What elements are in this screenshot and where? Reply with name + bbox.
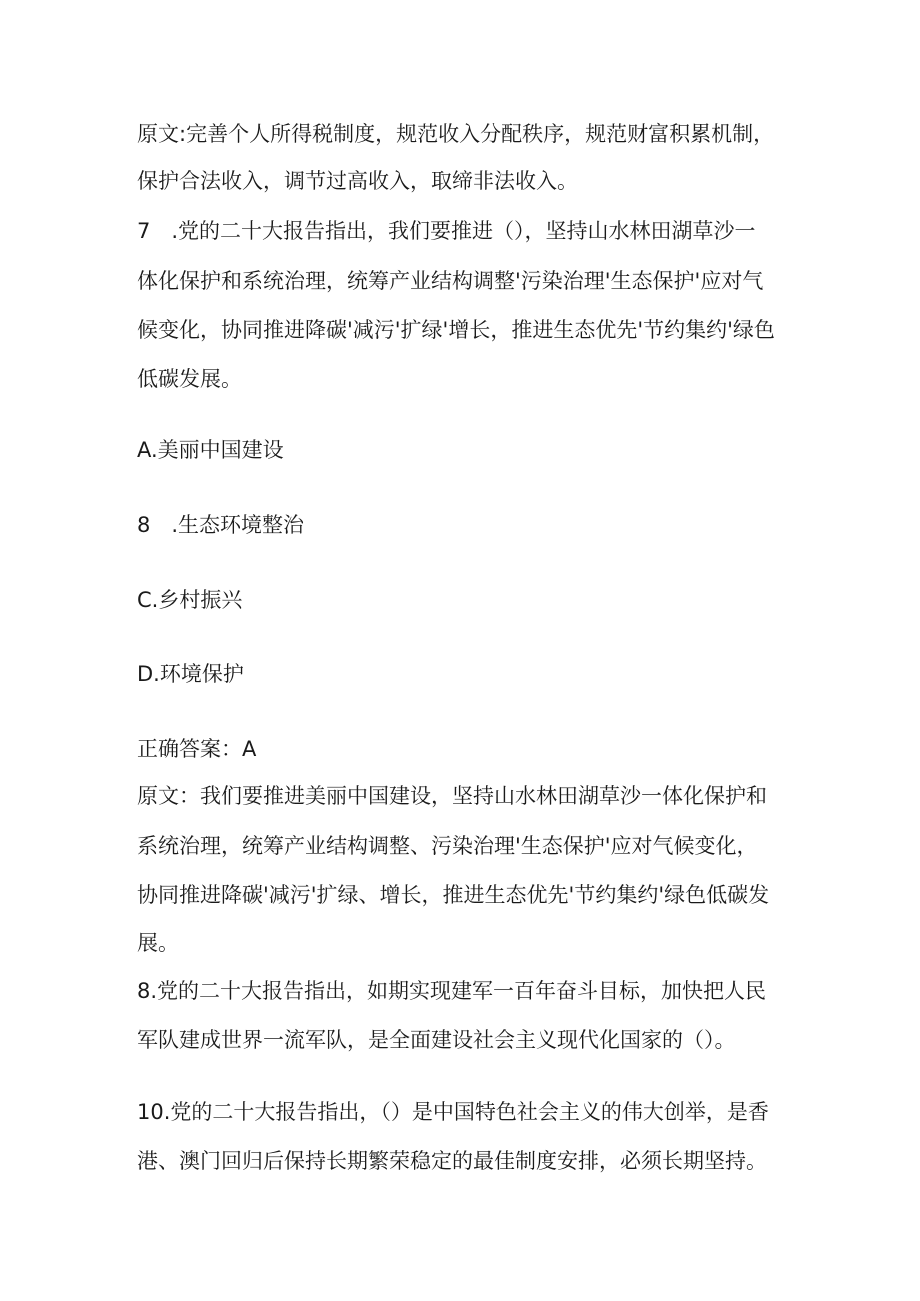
text-line: 低碳发展。 xyxy=(137,367,242,391)
question-8-stem: 8.党的二十大报告指出，如期实现建军一百年奋斗目标，加快把人民 xyxy=(137,979,767,1003)
option-c: C.乡村振兴 xyxy=(137,588,243,612)
text-line: 保护合法收入，调节过高收入，取缔非法收入。 xyxy=(137,169,578,193)
correct-answer: 正确答案：A xyxy=(137,737,257,761)
question-10-stem: 10.党的二十大报告指出，（）是中国特色社会主义的伟大创举，是香 xyxy=(137,1100,769,1124)
option-d: D.环境保护 xyxy=(137,662,244,686)
source-text: 原文：我们要推进美丽中国建设，坚持山水林田湖草沙一体化保护和 xyxy=(137,784,767,808)
text-line: 港、澳门回归后保持长期繁荣稳定的最佳制度安排，必须长期坚持。 xyxy=(137,1149,767,1173)
text-line: 原文:完善个人所得税制度，规范收入分配秩序，规范财富积累机制， xyxy=(137,122,775,146)
text-line: 展。 xyxy=(137,931,179,955)
option-a: A.美丽中国建设 xyxy=(137,438,284,462)
question-7-stem: 7 .党的二十大报告指出，我们要推进（），坚持山水林田湖草沙一 xyxy=(137,219,756,243)
text-line: 体化保护和系统治理，统筹产业结构调整'污染治理'生态保护'应对气 xyxy=(137,269,764,293)
text-line: 系统治理，统筹产业结构调整、污染治理'生态保护'应对气候变化， xyxy=(137,834,758,858)
text-line: 军队建成世界一流军队，是全面建设社会主义现代化国家的（）。 xyxy=(137,1028,736,1052)
text-line: 协同推进降碳'减污'扩绿、增长，推进生态优先'节约集约'绿色低碳发 xyxy=(137,883,770,907)
text-line: 候变化，协同推进降碳'减污'扩绿'增长，推进生态优先'节约集约'绿色 xyxy=(137,318,775,342)
option-b: 8 .生态环境整治 xyxy=(137,513,305,537)
